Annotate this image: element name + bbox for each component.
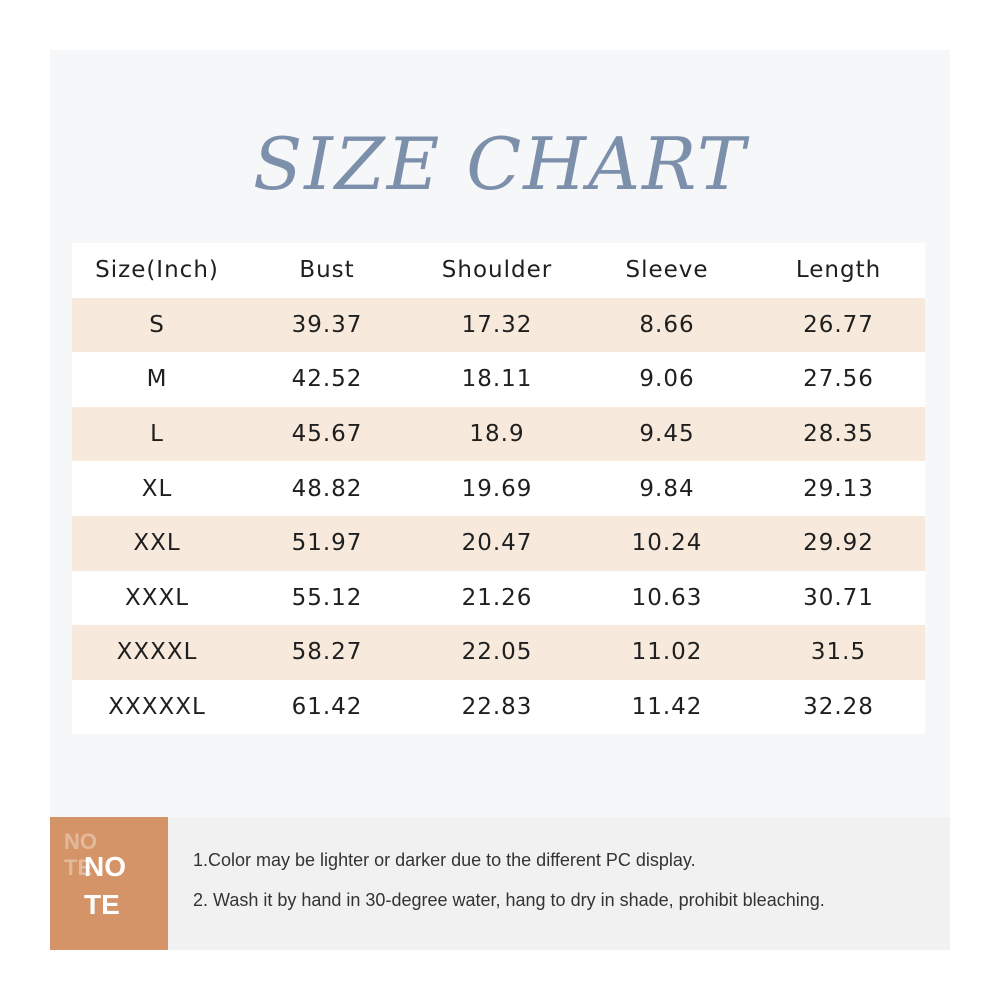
length-cell: 32.28: [803, 694, 874, 721]
length-cell: 26.77: [803, 311, 874, 338]
table-row: [72, 461, 925, 516]
shoulder-cell: 18.9: [469, 421, 525, 448]
length-cell: 29.92: [803, 530, 874, 557]
length-cell: 30.71: [803, 584, 874, 611]
note-badge-watermark-line: TE: [64, 855, 93, 880]
table-row: [72, 298, 925, 353]
size-cell: M: [146, 366, 168, 393]
shoulder-cell: 18.11: [461, 366, 533, 393]
note-badge-label: [84, 848, 126, 924]
table-header-row: [72, 243, 925, 298]
length-cell: 28.35: [803, 421, 874, 448]
sleeve-cell: 10.63: [631, 584, 703, 611]
shoulder-cell: 21.26: [461, 584, 533, 611]
sleeve-cell: 11.02: [631, 639, 703, 666]
table-row: [72, 352, 925, 407]
shoulder-cell: 22.05: [461, 639, 533, 666]
length-cell: 31.5: [810, 639, 867, 666]
column-header-sleeve: Sleeve: [625, 257, 709, 284]
column-header-size: Size(Inch): [95, 257, 219, 284]
sleeve-cell: 8.66: [639, 311, 695, 338]
column-header-length: Length: [795, 257, 882, 284]
note-text: [193, 847, 825, 927]
sleeve-cell: 11.42: [631, 694, 703, 721]
length-cell: 29.13: [803, 475, 874, 502]
size-cell: XXXL: [124, 584, 190, 611]
length-cell: 27.56: [803, 366, 874, 393]
table-row: [72, 680, 925, 735]
bust-cell: 55.12: [291, 584, 363, 611]
size-cell: L: [150, 421, 164, 448]
size-cell: XXL: [133, 530, 181, 557]
note-line-color: 1.Color may be lighter or darker due to the different PC display.: [193, 850, 696, 870]
size-chart-panel: [50, 50, 950, 950]
size-table: [72, 243, 925, 734]
shoulder-cell: 17.32: [461, 311, 533, 338]
size-cell: XXXXL: [116, 639, 198, 666]
bust-cell: 61.42: [291, 694, 363, 721]
bust-cell: 48.82: [291, 475, 363, 502]
bust-cell: 39.37: [291, 311, 363, 338]
bust-cell: 58.27: [291, 639, 363, 666]
size-cell: S: [149, 311, 165, 338]
table-row: [72, 407, 925, 462]
bust-cell: 51.97: [291, 530, 363, 557]
page-title: SIZE CHART: [252, 122, 748, 206]
column-header-shoulder: Shoulder: [441, 257, 553, 284]
note-badge: [50, 817, 168, 950]
table-row: [72, 516, 925, 571]
column-header-bust: Bust: [299, 257, 355, 284]
sleeve-cell: 9.84: [639, 475, 695, 502]
note-line-wash: 2. Wash it by hand in 30-degree water, hang to dry in shade, prohibit bleaching.: [193, 890, 825, 910]
sleeve-cell: 9.06: [639, 366, 695, 393]
table-row: [72, 571, 925, 626]
note-badge-line: TE: [84, 889, 120, 920]
sleeve-cell: 9.45: [639, 421, 695, 448]
bust-cell: 45.67: [291, 421, 363, 448]
shoulder-cell: 19.69: [461, 475, 533, 502]
note-section: [50, 817, 950, 950]
table-row: [72, 625, 925, 680]
size-cell: XXXXXL: [108, 694, 206, 721]
size-cell: XL: [141, 475, 173, 502]
shoulder-cell: 22.83: [461, 694, 533, 721]
shoulder-cell: 20.47: [461, 530, 533, 557]
note-badge-line: NO: [84, 851, 126, 882]
note-badge-watermark-line: NO: [64, 829, 97, 854]
sleeve-cell: 10.24: [631, 530, 703, 557]
bust-cell: 42.52: [291, 366, 363, 393]
